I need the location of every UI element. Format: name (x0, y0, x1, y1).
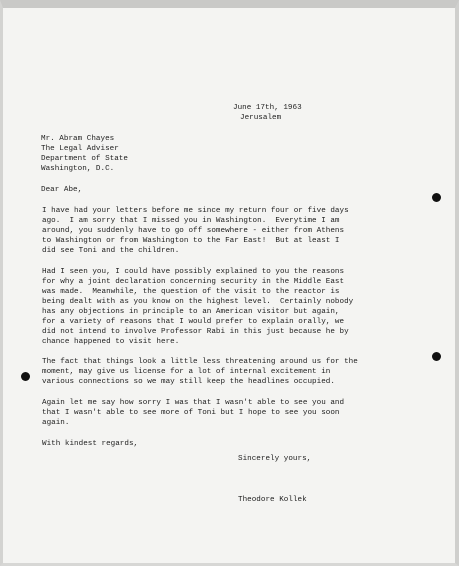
paragraph-line: was made. Meanwhile, the question of the visit to the reactor is (42, 288, 340, 296)
paragraph-line: again. (42, 419, 70, 427)
paragraph-line: being dealt with as you know on the highest level. Certainly nobody (42, 298, 354, 306)
paragraph-line: that I wasn't able to see more of Toni but I hope to see you soon (42, 409, 340, 417)
paragraph-line: for why a joint declaration concerning security in the Middle East (42, 278, 345, 286)
signature-name: Theodore Kollek (238, 496, 307, 504)
paragraph-line: to Washington or from Washington to the Far East! But at least I (42, 237, 340, 245)
paragraph-line: for a variety of reasons that I would prefer to explain orally, we (42, 318, 345, 326)
paragraph-line: did not intend to involve Professor Rabi in this just because he by (42, 328, 349, 336)
paragraph-line: has any objections in principle to an American visitor but again, (42, 308, 340, 316)
paragraph-line: The fact that things look a little less threatening around us for the (42, 358, 358, 366)
paragraph-line: Again let me say how sorry I was that I wasn't able to see you and (42, 399, 345, 407)
addressee-line: Mr. Abram Chayes (41, 135, 115, 143)
regards-line: With kindest regards, (42, 440, 139, 448)
paragraph-line: various connections so we may still keep the headlines occupied. (42, 378, 335, 386)
paragraph-line: did see Toni and the children. (42, 247, 180, 255)
paragraph-line: Had I seen you, I could have possibly explained to you the reasons (42, 268, 345, 276)
salutation: Dear Abe, (41, 186, 83, 194)
addressee-line: Department of State (41, 155, 128, 163)
paragraph-line: moment, may give us license for a lot of internal excitement in (42, 368, 331, 376)
place-line: Jerusalem (240, 114, 282, 122)
closing-line: Sincerely yours, (238, 455, 312, 463)
paragraph-line: I have had your letters before me since my return four or five days (42, 207, 349, 215)
addressee-line: Washington, D.C. (41, 165, 115, 173)
paragraph-line: ago. I am sorry that I missed you in Washington. Everytime I am (42, 217, 340, 225)
paragraph-line: around, you suddenly have to go off somewhere - either from Athens (42, 227, 345, 235)
date-line: June 17th, 1963 (233, 104, 302, 112)
addressee-line: The Legal Adviser (41, 145, 119, 153)
paragraph-line: chance happened to visit here. (42, 338, 180, 346)
